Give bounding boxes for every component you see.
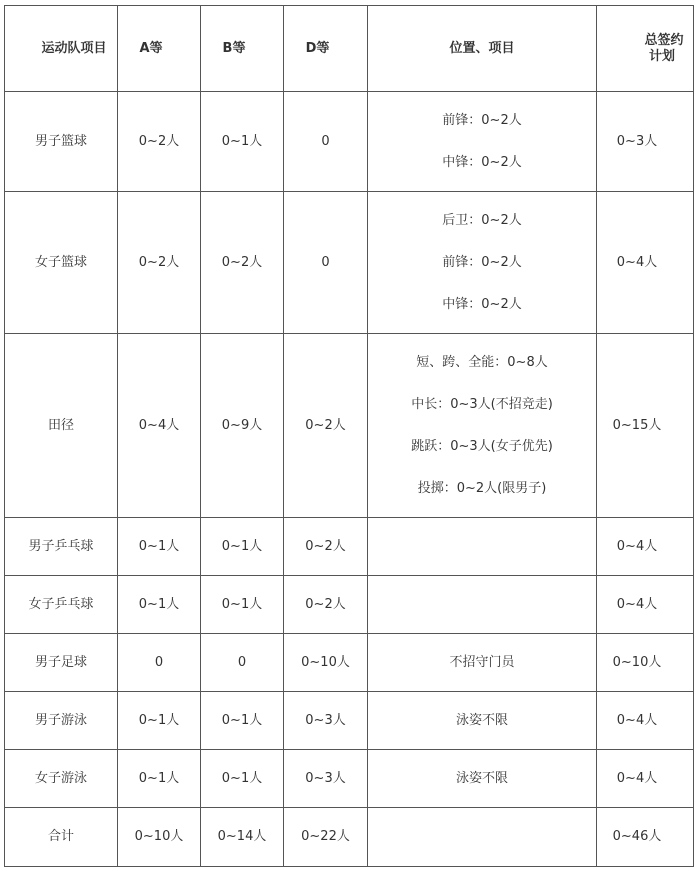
cell-team: 女子篮球 (5, 192, 118, 334)
table-row (5, 808, 694, 867)
cell-grade-d: 0~2人 (284, 518, 368, 576)
cell-grade-a: 0~2人 (118, 92, 201, 192)
cell-team: 男子篮球 (5, 92, 118, 192)
cell-grade-d: 0~2人 (284, 576, 368, 634)
cell-total: 0~4人 (597, 518, 694, 576)
cell-positions (368, 808, 597, 867)
cell-total: 0~10人 (597, 634, 694, 692)
position-line: 短、跨、全能：0~8人 (416, 354, 548, 370)
cell-grade-a: 0~1人 (118, 692, 201, 750)
cell-grade-a: 0~1人 (118, 518, 201, 576)
position-line: 前锋：0~2人 (442, 254, 522, 270)
cell-positions (368, 692, 597, 750)
header-grade-a: A等 (118, 6, 201, 92)
header-team: 运动队项目 (5, 6, 118, 92)
cell-team: 女子游泳 (5, 750, 118, 808)
position-line: 泳姿不限 (455, 712, 508, 728)
cell-grade-a: 0~10人 (118, 808, 201, 867)
table-row (5, 518, 694, 576)
cell-positions (368, 634, 597, 692)
cell-total: 0~4人 (597, 750, 694, 808)
header-grade-d: D等 (284, 6, 368, 92)
cell-team: 合计 (5, 808, 118, 867)
cell-grade-b: 0~1人 (201, 518, 284, 576)
cell-total: 0~3人 (597, 92, 694, 192)
cell-grade-d: 0~22人 (284, 808, 368, 867)
cell-grade-d: 0~2人 (284, 334, 368, 518)
cell-grade-d: 0 (284, 192, 368, 334)
header-position: 位置、项目 (368, 6, 597, 92)
cell-total: 0~4人 (597, 192, 694, 334)
cell-grade-b: 0~2人 (201, 192, 284, 334)
header-total-line2: 计划 (648, 48, 675, 64)
cell-team: 男子游泳 (5, 692, 118, 750)
table-row (5, 576, 694, 634)
cell-total: 0~4人 (597, 576, 694, 634)
cell-total: 0~15人 (597, 334, 694, 518)
position-line: 投掷：0~2人(限男子) (417, 480, 547, 496)
cell-team: 男子乒乓球 (5, 518, 118, 576)
cell-grade-b: 0 (201, 634, 284, 692)
table-row (5, 692, 694, 750)
cell-team: 田径 (5, 334, 118, 518)
header-row (5, 6, 694, 92)
cell-grade-b: 0~14人 (201, 808, 284, 867)
cell-team: 女子乒乓球 (5, 576, 118, 634)
header-total (597, 6, 694, 92)
table-row (5, 334, 694, 518)
table-row (5, 634, 694, 692)
cell-grade-b: 0~1人 (201, 750, 284, 808)
cell-grade-d: 0~3人 (284, 692, 368, 750)
header-grade-b: B等 (201, 6, 284, 92)
cell-positions (368, 192, 597, 334)
cell-positions (368, 576, 597, 634)
position-line: 中锋：0~2人 (442, 154, 522, 170)
position-line: 中锋：0~2人 (442, 296, 522, 312)
table-row (5, 192, 694, 334)
position-line: 中长：0~3人(不招竞走) (411, 396, 553, 412)
position-line: 前锋：0~2人 (442, 112, 522, 128)
cell-grade-b: 0~9人 (201, 334, 284, 518)
cell-total: 0~46人 (597, 808, 694, 867)
cell-total: 0~4人 (597, 692, 694, 750)
header-total-line1: 总签约 (644, 32, 684, 48)
cell-grade-b: 0~1人 (201, 576, 284, 634)
cell-grade-a: 0~4人 (118, 334, 201, 518)
cell-grade-d: 0~10人 (284, 634, 368, 692)
cell-grade-b: 0~1人 (201, 692, 284, 750)
cell-positions (368, 334, 597, 518)
cell-team: 男子足球 (5, 634, 118, 692)
position-line: 跳跃：0~3人(女子优先) (411, 438, 553, 454)
cell-grade-a: 0~1人 (118, 576, 201, 634)
cell-grade-a: 0~2人 (118, 192, 201, 334)
cell-grade-d: 0~3人 (284, 750, 368, 808)
cell-positions (368, 750, 597, 808)
position-line: 后卫：0~2人 (442, 212, 522, 228)
cell-grade-b: 0~1人 (201, 92, 284, 192)
table-row (5, 750, 694, 808)
table-row (5, 92, 694, 192)
cell-grade-a: 0~1人 (118, 750, 201, 808)
position-line: 不招守门员 (449, 654, 515, 670)
cell-grade-a: 0 (118, 634, 201, 692)
cell-grade-d: 0 (284, 92, 368, 192)
cell-positions (368, 518, 597, 576)
position-line: 泳姿不限 (455, 770, 508, 786)
recruitment-table (4, 5, 694, 867)
cell-positions (368, 92, 597, 192)
